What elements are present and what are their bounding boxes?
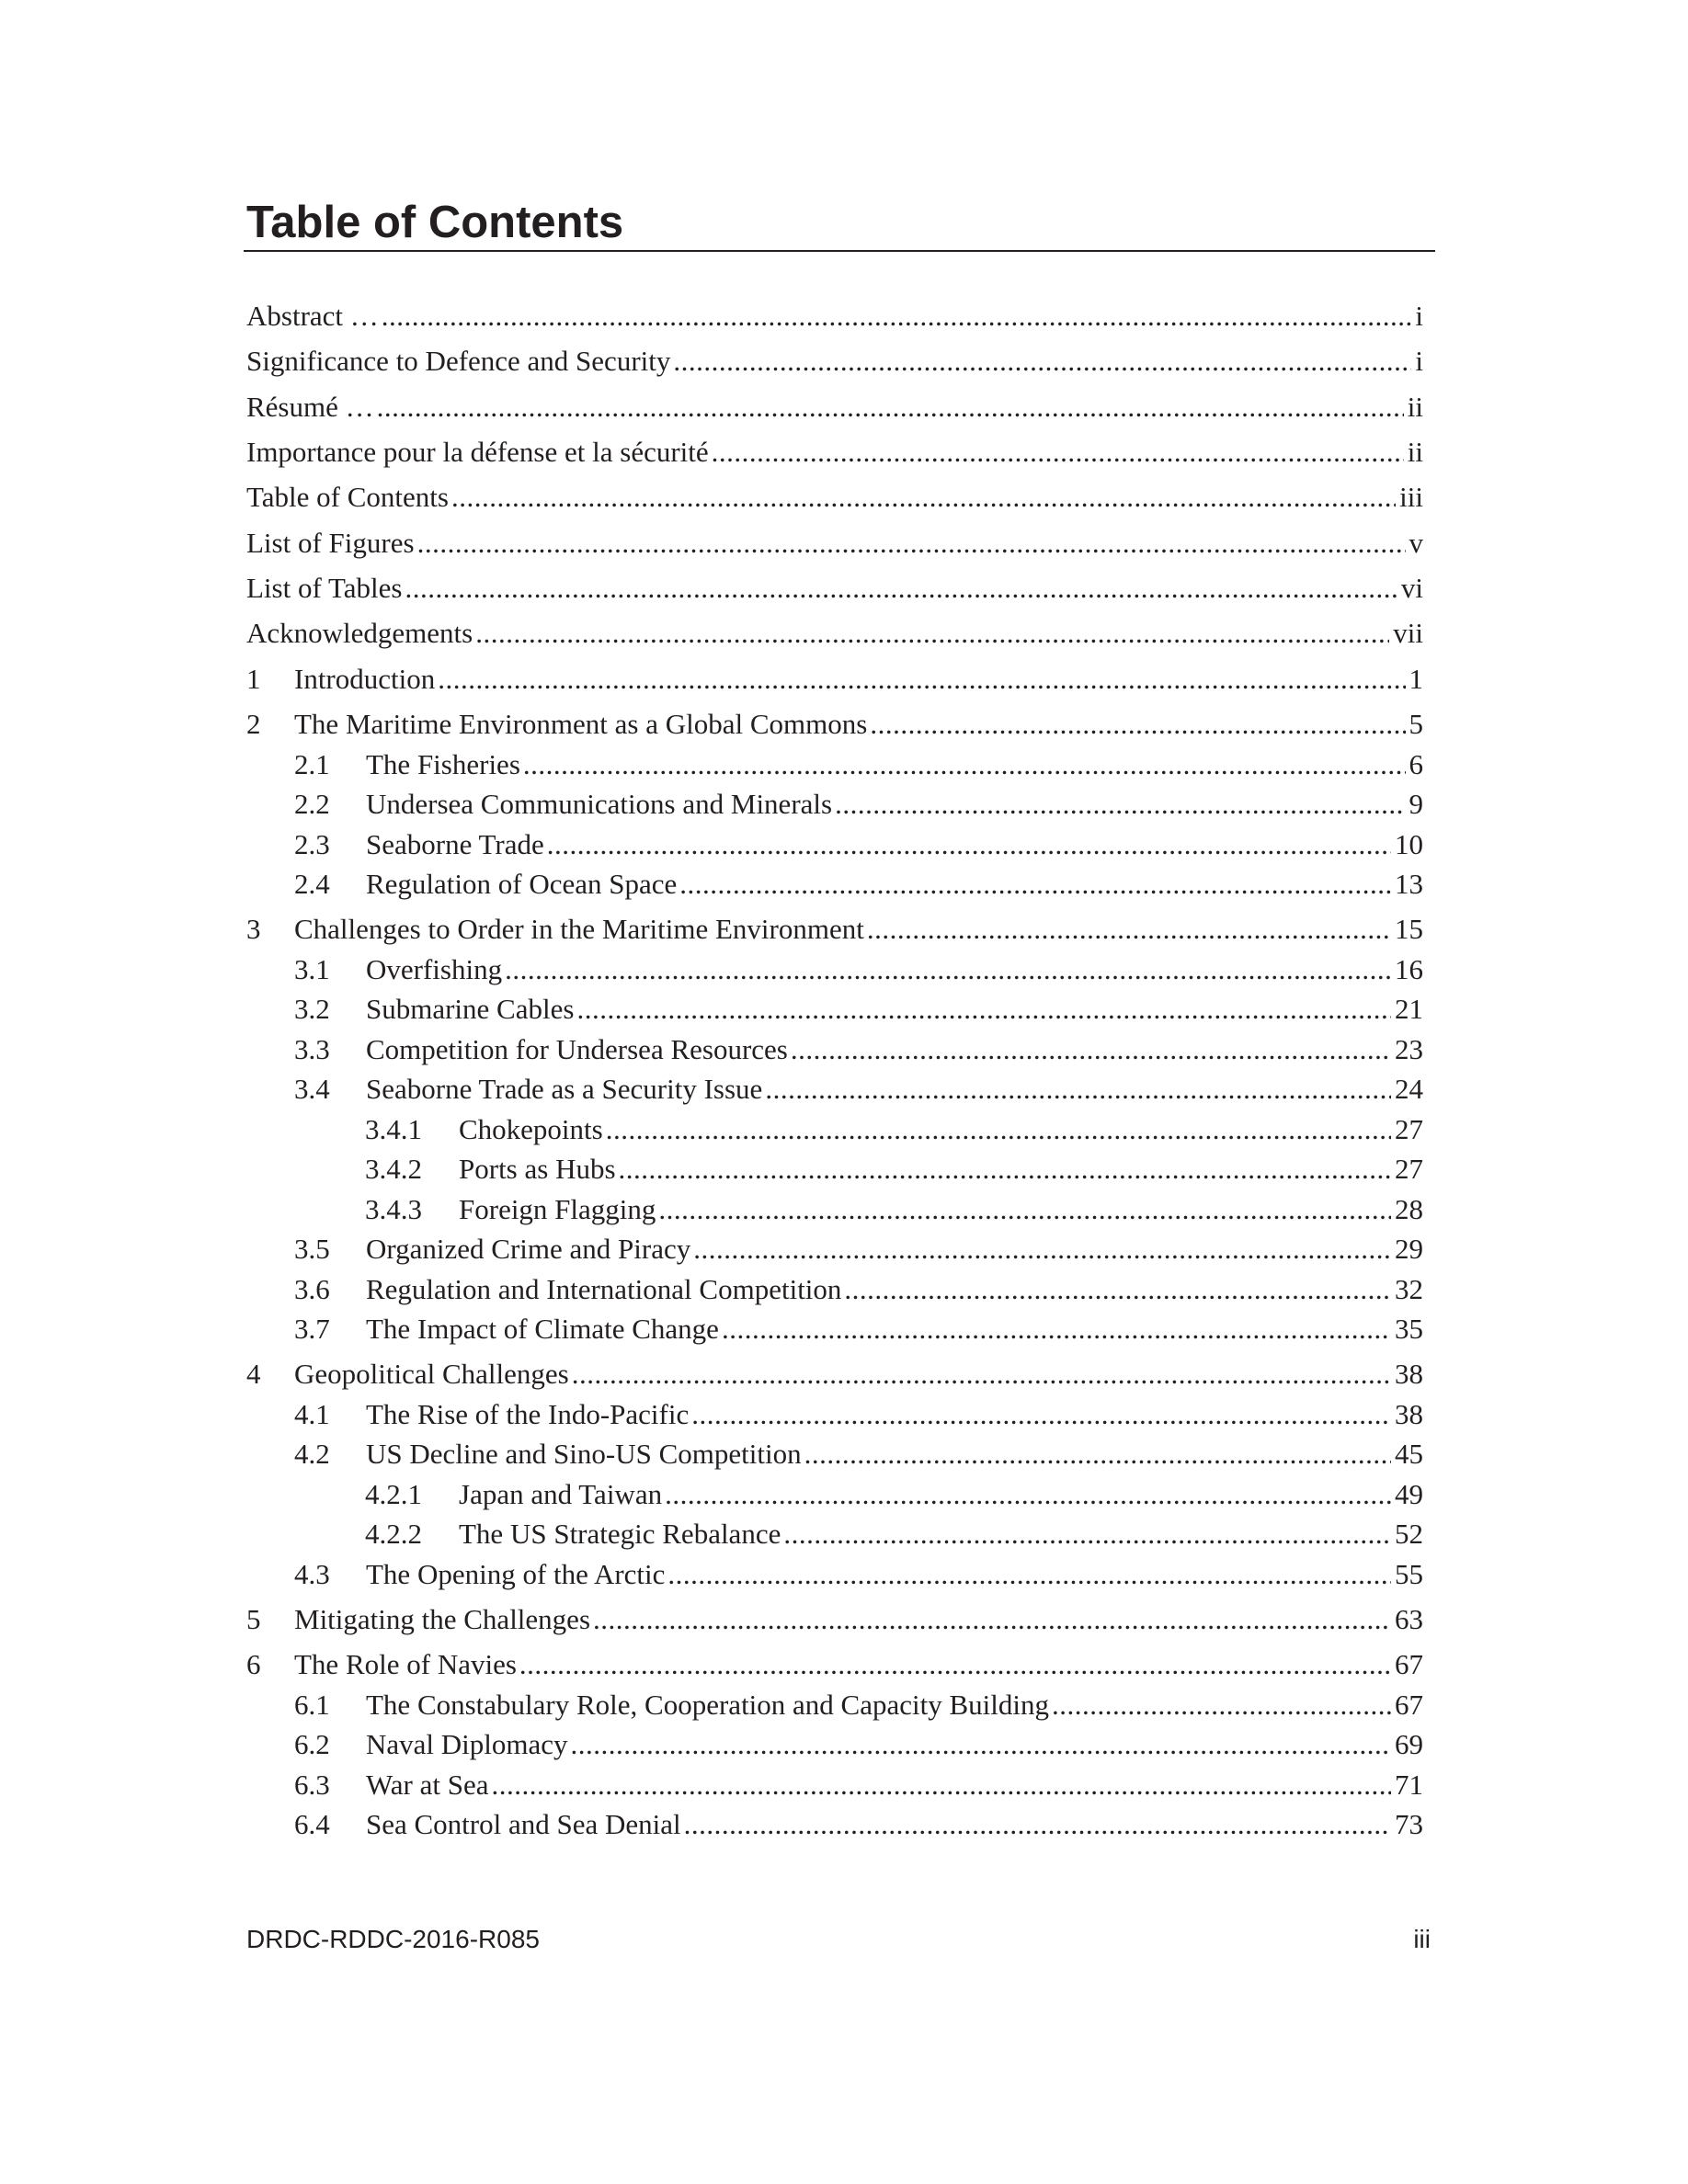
toc-entry[interactable] (294, 1311, 1423, 1348)
toc-entry-page: 38 (1395, 1358, 1423, 1390)
dot-leader (690, 1231, 1391, 1268)
toc-entry-title: Acknowledgements (246, 617, 473, 649)
toc-entry-page: 67 (1395, 1689, 1423, 1721)
toc-entry[interactable] (294, 746, 1423, 783)
toc-entry-title: Challenges to Order in the Maritime Environment (294, 913, 864, 945)
dot-leader (662, 1476, 1391, 1513)
toc-entry[interactable] (365, 1151, 1423, 1188)
toc-entry-page: 6 (1409, 748, 1423, 780)
toc-entry-title: Introduction (294, 663, 436, 695)
toc-entry-page: 69 (1395, 1728, 1423, 1760)
toc-entry[interactable] (294, 1436, 1423, 1473)
dot-leader (517, 1646, 1391, 1683)
toc-entry[interactable] (246, 615, 1423, 652)
toc-entry-number: 6 (246, 1648, 261, 1680)
toc-entry-number: 4 (246, 1358, 261, 1390)
toc-entry-number: 4.2.1 (365, 1478, 422, 1510)
dot-leader (689, 1396, 1391, 1433)
toc-entry-page: iii (1399, 481, 1423, 513)
dot-leader (670, 343, 1411, 380)
dot-leader (762, 1071, 1391, 1108)
toc-entry-number: 4.3 (294, 1558, 330, 1590)
toc-entry-number: 3.1 (294, 953, 330, 985)
toc-entry[interactable] (294, 1031, 1423, 1068)
toc-entry-number: 6.1 (294, 1689, 330, 1721)
toc-entry-number: 3.6 (294, 1273, 330, 1305)
toc-entry-page: i (1415, 345, 1423, 377)
toc-entry-number: 6.2 (294, 1728, 330, 1760)
toc-entry-title: Mitigating the Challenges (294, 1603, 591, 1635)
toc-entry-number: 4.2 (294, 1438, 330, 1470)
toc-entry-number: 3.7 (294, 1313, 330, 1345)
dot-leader (1049, 1687, 1391, 1723)
toc-entry-title: US Decline and Sino-US Competition (366, 1438, 802, 1470)
dot-leader (473, 615, 1389, 652)
dot-leader (677, 866, 1391, 903)
toc-entry[interactable] (365, 1516, 1423, 1553)
toc-entry-title: War at Sea (366, 1769, 489, 1801)
toc-entry[interactable] (294, 1271, 1423, 1308)
dot-leader (867, 706, 1405, 743)
toc-entry-number: 2.4 (294, 868, 330, 900)
dot-leader (656, 1191, 1391, 1228)
toc-entry-page: 63 (1395, 1603, 1423, 1635)
dot-leader (379, 298, 1412, 335)
toc-entry-title: Undersea Communications and Minerals (366, 788, 833, 820)
toc-entry-title: Chokepoints (459, 1113, 603, 1145)
toc-entry-number: 2 (246, 708, 261, 740)
dot-leader (569, 1356, 1391, 1393)
dot-leader (574, 991, 1391, 1028)
toc-entry-page: 71 (1395, 1769, 1423, 1801)
toc-entry-page: 35 (1395, 1313, 1423, 1345)
toc-entry-page: 38 (1395, 1398, 1423, 1430)
toc-entry-title: The Constabulary Role, Cooperation and Capacity Building (366, 1689, 1050, 1721)
dot-leader (832, 786, 1405, 823)
toc-entry-number: 3 (246, 913, 261, 945)
toc-entry[interactable] (365, 1191, 1423, 1228)
toc-entry-number: 2.1 (294, 748, 330, 780)
toc-entry-number: 4.1 (294, 1398, 330, 1430)
toc-entry[interactable] (294, 1806, 1423, 1843)
dot-leader (719, 1311, 1391, 1348)
toc-entry-title: The Maritime Environment as a Global Commons (294, 708, 868, 740)
toc-entry-title: Regulation and International Competition (366, 1273, 842, 1305)
toc-entry-title: Foreign Flagging (459, 1193, 656, 1225)
dot-leader (781, 1516, 1391, 1553)
toc-entry-page: 49 (1395, 1478, 1423, 1510)
toc-entry[interactable] (246, 661, 1423, 698)
dot-leader (788, 1031, 1391, 1068)
toc-entry-page: 27 (1395, 1153, 1423, 1185)
toc-entry[interactable] (246, 525, 1423, 562)
toc-entry-title: Ports as Hubs (459, 1153, 616, 1185)
toc-entry-title: Seaborne Trade as a Security Issue (366, 1073, 763, 1105)
dot-leader (402, 570, 1397, 607)
toc-entry-page: 29 (1395, 1233, 1423, 1265)
dot-leader (709, 434, 1404, 471)
toc-entry[interactable] (294, 826, 1423, 863)
toc-entry-title: Importance pour la défense et la sécurité (246, 436, 709, 468)
toc-entry-page: 13 (1395, 868, 1423, 900)
toc-entry-number: 3.2 (294, 993, 330, 1025)
toc-entry-page: 27 (1395, 1113, 1423, 1145)
toc-entry-number: 1 (246, 663, 261, 695)
dot-leader (568, 1726, 1391, 1763)
toc-entry[interactable] (246, 1356, 1423, 1393)
toc-entry-page: ii (1407, 391, 1423, 423)
toc-entry-page: 67 (1395, 1648, 1423, 1680)
toc-entry-page: vi (1400, 572, 1423, 604)
toc-entry-number: 6.3 (294, 1769, 330, 1801)
toc-entry[interactable] (294, 786, 1423, 823)
toc-entry-title: Naval Diplomacy (366, 1728, 568, 1760)
toc-entry-title: The Fisheries (366, 748, 520, 780)
dot-leader (415, 525, 1406, 562)
toc-entry-title: The US Strategic Rebalance (459, 1518, 781, 1550)
toc-entry[interactable] (294, 1726, 1423, 1763)
toc-entry-title: Sea Control and Sea Denial (366, 1808, 681, 1840)
dot-leader (802, 1436, 1391, 1473)
toc-entry[interactable] (365, 1476, 1423, 1513)
toc-entry[interactable] (246, 434, 1423, 471)
dot-leader (603, 1111, 1391, 1148)
dot-leader (435, 661, 1405, 698)
dot-leader (489, 1767, 1392, 1803)
toc-entry-page: v (1409, 527, 1423, 559)
toc-entry-page: vii (1393, 617, 1423, 649)
toc-entry-title: List of Tables (246, 572, 403, 604)
toc-entry-title: Japan and Taiwan (459, 1478, 663, 1510)
toc-entry-number: 3.4.2 (365, 1153, 422, 1185)
dot-leader (520, 746, 1406, 783)
toc-entry-number: 3.4.1 (365, 1113, 422, 1145)
dot-leader (616, 1151, 1391, 1188)
dot-leader (590, 1601, 1391, 1638)
toc-entry[interactable] (246, 1646, 1423, 1683)
toc-entry-page: 1 (1409, 663, 1423, 695)
dot-leader (864, 911, 1391, 948)
toc-entry-number: 5 (246, 1603, 261, 1635)
toc-entry-number: 2.2 (294, 788, 330, 820)
toc-entry[interactable] (246, 911, 1423, 948)
toc-entry-number: 6.4 (294, 1808, 330, 1840)
toc-entry-page: 9 (1409, 788, 1423, 820)
toc-entry-title: Significance to Defence and Security (246, 345, 671, 377)
toc-entry-page: 28 (1395, 1193, 1423, 1225)
toc-entry-page: 52 (1395, 1518, 1423, 1550)
toc-entry[interactable] (294, 1231, 1423, 1268)
toc-entry-title: The Rise of the Indo-Pacific (366, 1398, 690, 1430)
page-title: Table of Contents (246, 198, 624, 247)
page-number: iii (1413, 1925, 1431, 1953)
toc-entry[interactable] (246, 479, 1423, 516)
toc-entry-title: Regulation of Ocean Space (366, 868, 678, 900)
toc-entry[interactable] (246, 570, 1423, 607)
toc-entry[interactable] (294, 866, 1423, 903)
toc-entry-number: 3.4 (294, 1073, 330, 1105)
report-number: DRDC-RDDC-2016-R085 (246, 1925, 540, 1953)
dot-leader (681, 1806, 1391, 1843)
dot-leader (502, 951, 1391, 988)
toc-entry[interactable] (294, 951, 1423, 988)
toc-entry[interactable] (294, 1396, 1423, 1433)
toc-entry[interactable] (294, 991, 1423, 1028)
toc-entry[interactable] (246, 706, 1423, 743)
toc-entry[interactable] (246, 389, 1423, 426)
toc-entry-number: 2.3 (294, 828, 330, 860)
toc-entry-page: 10 (1395, 828, 1423, 860)
toc-entry[interactable] (294, 1071, 1423, 1108)
toc-entry[interactable] (365, 1111, 1423, 1148)
dot-leader (449, 479, 1396, 516)
toc-entry-title: Organized Crime and Piracy (366, 1233, 691, 1265)
toc-entry[interactable] (246, 1601, 1423, 1638)
toc-entry[interactable] (246, 343, 1423, 380)
toc-entry[interactable] (294, 1767, 1423, 1803)
toc-entry-page: 73 (1395, 1808, 1423, 1840)
toc-entry-title: Geopolitical Challenges (294, 1358, 569, 1390)
toc-entry-title: Abstract … (246, 300, 379, 332)
toc-entry-page: ii (1407, 436, 1423, 468)
toc-entry-title: Table of Contents (246, 481, 449, 513)
toc-entry-page: 32 (1395, 1273, 1423, 1305)
toc-entry[interactable] (294, 1687, 1423, 1723)
toc-entry-page: 24 (1395, 1073, 1423, 1105)
toc-entry[interactable] (246, 298, 1423, 335)
toc-entry-title: The Opening of the Arctic (366, 1558, 666, 1590)
toc-entry-title: Overfishing (366, 953, 503, 985)
dot-leader (841, 1271, 1391, 1308)
toc-entry-page: 16 (1395, 953, 1423, 985)
toc-entry-title: Submarine Cables (366, 993, 575, 1025)
toc-entry-page: 55 (1395, 1558, 1423, 1590)
toc-entry-title: The Role of Navies (294, 1648, 517, 1680)
toc-entry-page: 15 (1395, 913, 1423, 945)
toc-entry-number: 3.4.3 (365, 1193, 422, 1225)
toc-entry-page: i (1415, 300, 1423, 332)
dot-leader (374, 389, 1404, 426)
toc-entry-title: Seaborne Trade (366, 828, 544, 860)
toc-entry-page: 45 (1395, 1438, 1423, 1470)
toc-entry-title: Competition for Undersea Resources (366, 1033, 788, 1065)
toc-entry-number: 4.2.2 (365, 1518, 422, 1550)
toc-entry-number: 3.5 (294, 1233, 330, 1265)
toc-entry-title: List of Figures (246, 527, 415, 559)
dot-leader (544, 826, 1391, 863)
toc-entry-title: Résumé … (246, 391, 374, 423)
toc-entry-page: 23 (1395, 1033, 1423, 1065)
toc-entry-page: 21 (1395, 993, 1423, 1025)
toc-entry-number: 3.3 (294, 1033, 330, 1065)
toc-entry-page: 5 (1409, 708, 1423, 740)
dot-leader (665, 1556, 1391, 1593)
toc-entry[interactable] (294, 1556, 1423, 1593)
toc-entry-title: The Impact of Climate Change (366, 1313, 719, 1345)
